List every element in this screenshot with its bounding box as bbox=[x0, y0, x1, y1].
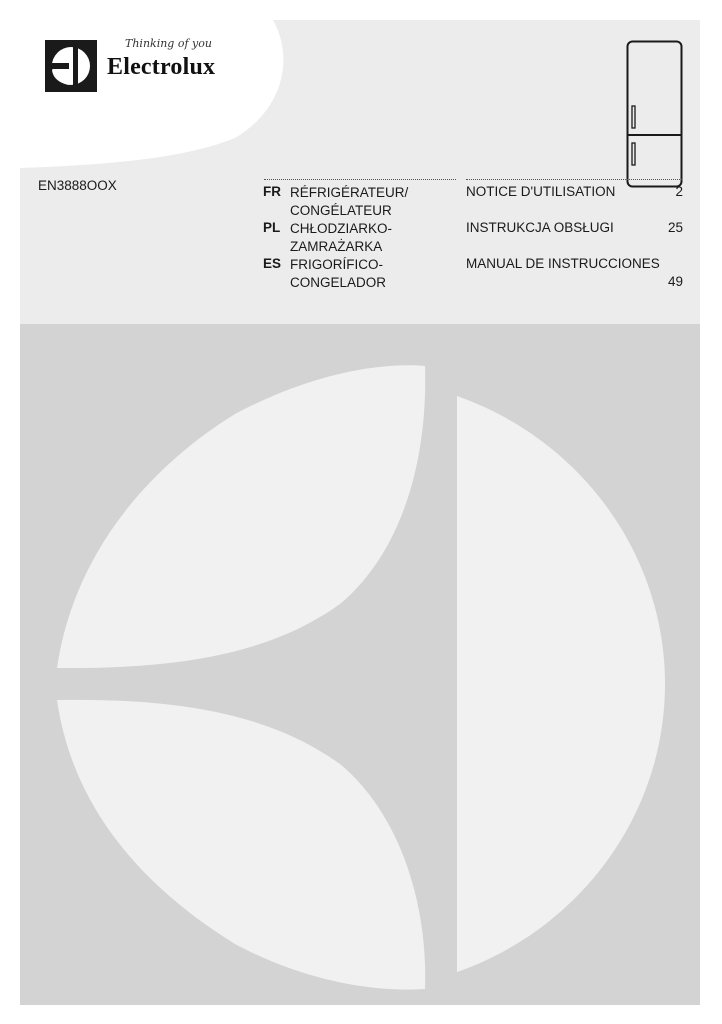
product-name-line2: CONGELADOR bbox=[290, 274, 387, 290]
page-number: 25 bbox=[667, 220, 683, 235]
product-name-line1: FRIGORÍFICO- bbox=[290, 257, 383, 272]
tagline: Thinking of you bbox=[125, 37, 212, 50]
product-name-line2: ZAMRAŻARKA bbox=[290, 238, 383, 254]
manual-title: INSTRUKCJA OBSŁUGI bbox=[466, 220, 614, 235]
brand-name: Electrolux bbox=[107, 54, 216, 80]
language-table bbox=[263, 184, 683, 292]
divider-product bbox=[264, 179, 456, 180]
language-code: ES bbox=[263, 256, 282, 271]
language-code: PL bbox=[263, 220, 281, 235]
page-number: 2 bbox=[675, 184, 683, 199]
manual-title: NOTICE D'UTILISATION bbox=[466, 184, 616, 199]
cover-page bbox=[20, 20, 700, 1005]
product-name bbox=[290, 256, 386, 291]
page-number: 49 bbox=[667, 274, 683, 289]
divider-manual bbox=[466, 179, 682, 180]
model-number: EN3888OOX bbox=[38, 178, 117, 193]
product-name bbox=[290, 220, 392, 255]
fridge-freezer-icon bbox=[626, 40, 684, 190]
product-name bbox=[290, 184, 408, 219]
electrolux-logo-icon bbox=[45, 40, 97, 92]
language-code: FR bbox=[263, 184, 281, 199]
language-row-fr bbox=[263, 184, 683, 220]
cover-artwork-panel bbox=[20, 324, 700, 1005]
language-row-pl bbox=[263, 220, 683, 256]
header-panel bbox=[20, 20, 700, 324]
product-name-line1: CHŁODZIARKO- bbox=[290, 221, 393, 236]
product-name-line2: CONGÉLATEUR bbox=[290, 202, 392, 218]
electrolux-mark-icon bbox=[20, 324, 700, 1005]
manual-title: MANUAL DE INSTRUCCIONES bbox=[466, 256, 660, 271]
product-name-line1: RÉFRIGÉRATEUR/ bbox=[290, 185, 409, 200]
language-row-es bbox=[263, 256, 683, 292]
